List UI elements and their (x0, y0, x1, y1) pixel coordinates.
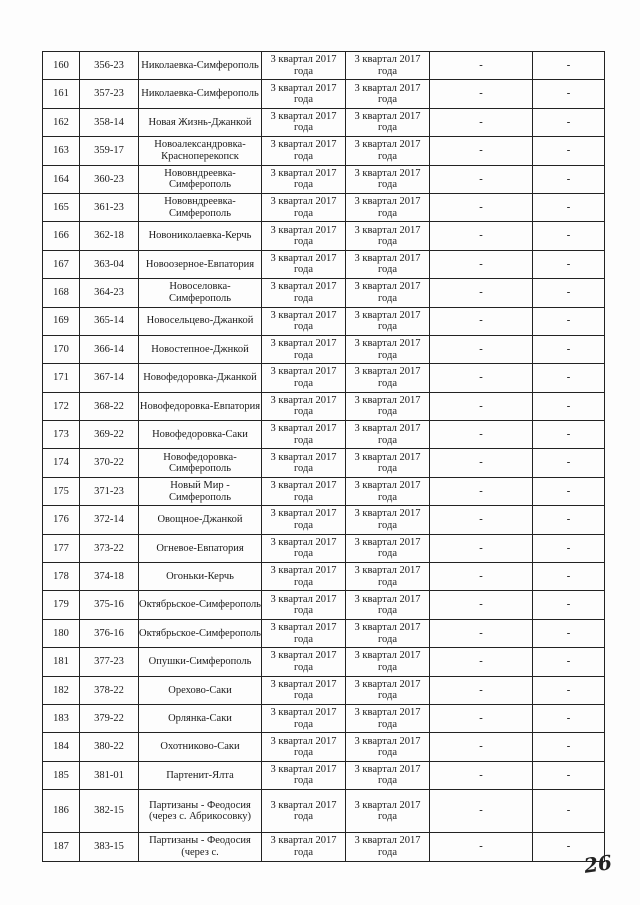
row-number-cell: 170 (43, 335, 80, 363)
route-name-cell: Огоньки-Керчь (139, 563, 262, 591)
route-name-cell: Новоозерное-Евпатория (139, 250, 262, 278)
row-number-cell: 178 (43, 563, 80, 591)
end-period-cell: 3 квартал 2017 года (346, 761, 430, 789)
dash-cell: - (533, 563, 605, 591)
route-name-cell: Новофедоровка-Джанкой (139, 364, 262, 392)
dash-cell: - (533, 761, 605, 789)
dash-cell: - (430, 506, 533, 534)
route-name-cell: Новый Мир - Симферополь (139, 477, 262, 505)
route-name-cell: Нововндреевка-Симферополь (139, 165, 262, 193)
table-row (43, 392, 605, 420)
row-number-cell: 175 (43, 477, 80, 505)
route-name-cell: Новониколаевка-Керчь (139, 222, 262, 250)
end-period-cell: 3 квартал 2017 года (346, 392, 430, 420)
row-number-cell: 161 (43, 80, 80, 108)
row-number-cell: 168 (43, 279, 80, 307)
start-period-cell: 3 квартал 2017 года (262, 52, 346, 80)
end-period-cell: 3 квартал 2017 года (346, 833, 430, 861)
table-row (43, 335, 605, 363)
end-period-cell: 3 квартал 2017 года (346, 279, 430, 307)
dash-cell: - (533, 733, 605, 761)
dash-cell: - (430, 307, 533, 335)
end-period-cell: 3 квартал 2017 года (346, 591, 430, 619)
end-period-cell: 3 квартал 2017 года (346, 222, 430, 250)
end-period-cell: 3 квартал 2017 года (346, 137, 430, 165)
route-code-cell: 382-15 (80, 790, 139, 833)
start-period-cell: 3 квартал 2017 года (262, 449, 346, 477)
start-period-cell: 3 квартал 2017 года (262, 563, 346, 591)
dash-cell: - (533, 364, 605, 392)
dash-cell: - (533, 506, 605, 534)
row-number-cell: 164 (43, 165, 80, 193)
route-name-cell: Новая Жизнь-Джанкой (139, 108, 262, 136)
route-code-cell: 361-23 (80, 193, 139, 221)
row-number-cell: 176 (43, 506, 80, 534)
table-row (43, 279, 605, 307)
row-number-cell: 165 (43, 193, 80, 221)
dash-cell: - (430, 335, 533, 363)
dash-cell: - (430, 619, 533, 647)
dash-cell: - (430, 704, 533, 732)
start-period-cell: 3 квартал 2017 года (262, 307, 346, 335)
start-period-cell: 3 квартал 2017 года (262, 80, 346, 108)
start-period-cell: 3 квартал 2017 года (262, 108, 346, 136)
route-code-cell: 367-14 (80, 364, 139, 392)
dash-cell: - (430, 250, 533, 278)
route-name-cell: Нововндреевка-Симферополь (139, 193, 262, 221)
route-name-cell: Новофедоровка-Саки (139, 421, 262, 449)
route-name-cell: Новоалександровка-Красноперекопск (139, 137, 262, 165)
route-code-cell: 356-23 (80, 52, 139, 80)
route-name-cell: Охотниково-Саки (139, 733, 262, 761)
end-period-cell: 3 квартал 2017 года (346, 676, 430, 704)
dash-cell: - (533, 335, 605, 363)
end-period-cell: 3 квартал 2017 года (346, 165, 430, 193)
dash-cell: - (430, 80, 533, 108)
table-row (43, 222, 605, 250)
dash-cell: - (533, 165, 605, 193)
start-period-cell: 3 квартал 2017 года (262, 648, 346, 676)
row-number-cell: 162 (43, 108, 80, 136)
table-row (43, 108, 605, 136)
start-period-cell: 3 квартал 2017 года (262, 250, 346, 278)
route-name-cell: Николаевка-Симферополь (139, 52, 262, 80)
end-period-cell: 3 квартал 2017 года (346, 704, 430, 732)
route-code-cell: 357-23 (80, 80, 139, 108)
route-name-cell: Партенит-Ялта (139, 761, 262, 789)
route-code-cell: 380-22 (80, 733, 139, 761)
routes-table (42, 51, 605, 862)
route-code-cell: 359-17 (80, 137, 139, 165)
row-number-cell: 180 (43, 619, 80, 647)
dash-cell: - (430, 421, 533, 449)
dash-cell: - (430, 52, 533, 80)
table-row (43, 563, 605, 591)
row-number-cell: 171 (43, 364, 80, 392)
dash-cell: - (430, 761, 533, 789)
start-period-cell: 3 квартал 2017 года (262, 364, 346, 392)
end-period-cell: 3 квартал 2017 года (346, 250, 430, 278)
end-period-cell: 3 квартал 2017 года (346, 364, 430, 392)
start-period-cell: 3 квартал 2017 года (262, 761, 346, 789)
route-code-cell: 368-22 (80, 392, 139, 420)
dash-cell: - (533, 591, 605, 619)
end-period-cell: 3 квартал 2017 года (346, 307, 430, 335)
row-number-cell: 163 (43, 137, 80, 165)
start-period-cell: 3 квартал 2017 года (262, 591, 346, 619)
table-row (43, 193, 605, 221)
end-period-cell: 3 квартал 2017 года (346, 648, 430, 676)
row-number-cell: 172 (43, 392, 80, 420)
route-name-cell: Октябрьское-Симферополь (139, 591, 262, 619)
row-number-cell: 167 (43, 250, 80, 278)
end-period-cell: 3 квартал 2017 года (346, 421, 430, 449)
dash-cell: - (430, 364, 533, 392)
end-period-cell: 3 квартал 2017 года (346, 108, 430, 136)
table-row (43, 364, 605, 392)
row-number-cell: 177 (43, 534, 80, 562)
route-name-cell: Огневое-Евпатория (139, 534, 262, 562)
route-code-cell: 373-22 (80, 534, 139, 562)
dash-cell: - (430, 477, 533, 505)
end-period-cell: 3 квартал 2017 года (346, 733, 430, 761)
table-row (43, 761, 605, 789)
table-row (43, 704, 605, 732)
route-name-cell: Новофедоровка-Евпатория (139, 392, 262, 420)
end-period-cell: 3 квартал 2017 года (346, 193, 430, 221)
end-period-cell: 3 квартал 2017 года (346, 534, 430, 562)
route-code-cell: 383-15 (80, 833, 139, 861)
route-code-cell: 363-04 (80, 250, 139, 278)
route-name-cell: Овощное-Джанкой (139, 506, 262, 534)
dash-cell: - (533, 534, 605, 562)
page-number: 26 (582, 850, 614, 878)
dash-cell: - (430, 108, 533, 136)
dash-cell: - (430, 534, 533, 562)
table-row (43, 733, 605, 761)
table-row (43, 534, 605, 562)
route-code-cell: 369-22 (80, 421, 139, 449)
start-period-cell: 3 квартал 2017 года (262, 165, 346, 193)
route-name-cell: Партизаны - Феодосия (через с. Абрикосовку) (139, 790, 262, 833)
route-code-cell: 364-23 (80, 279, 139, 307)
end-period-cell: 3 квартал 2017 года (346, 790, 430, 833)
row-number-cell: 184 (43, 733, 80, 761)
dash-cell: - (533, 137, 605, 165)
row-number-cell: 186 (43, 790, 80, 833)
start-period-cell: 3 квартал 2017 года (262, 619, 346, 647)
route-name-cell: Новоселовка-Симферополь (139, 279, 262, 307)
dash-cell: - (430, 137, 533, 165)
row-number-cell: 185 (43, 761, 80, 789)
dash-cell: - (430, 449, 533, 477)
table-row (43, 648, 605, 676)
start-period-cell: 3 квартал 2017 года (262, 222, 346, 250)
dash-cell: - (430, 790, 533, 833)
row-number-cell: 174 (43, 449, 80, 477)
route-code-cell: 370-22 (80, 449, 139, 477)
route-code-cell: 375-16 (80, 591, 139, 619)
end-period-cell: 3 квартал 2017 года (346, 506, 430, 534)
start-period-cell: 3 квартал 2017 года (262, 534, 346, 562)
route-code-cell: 362-18 (80, 222, 139, 250)
row-number-cell: 179 (43, 591, 80, 619)
start-period-cell: 3 квартал 2017 года (262, 704, 346, 732)
dash-cell: - (533, 279, 605, 307)
row-number-cell: 181 (43, 648, 80, 676)
route-code-cell: 381-01 (80, 761, 139, 789)
route-code-cell: 360-23 (80, 165, 139, 193)
dash-cell: - (533, 307, 605, 335)
dash-cell: - (533, 790, 605, 833)
dash-cell: - (430, 392, 533, 420)
dash-cell: - (430, 833, 533, 861)
dash-cell: - (533, 449, 605, 477)
route-name-cell: Новофедоровка-Симферополь (139, 449, 262, 477)
table-row (43, 449, 605, 477)
route-name-cell: Новосельцево-Джанкой (139, 307, 262, 335)
table-row (43, 676, 605, 704)
route-code-cell: 371-23 (80, 477, 139, 505)
dash-cell: - (533, 222, 605, 250)
start-period-cell: 3 квартал 2017 года (262, 506, 346, 534)
start-period-cell: 3 квартал 2017 года (262, 392, 346, 420)
route-name-cell: Орехово-Саки (139, 676, 262, 704)
route-code-cell: 372-14 (80, 506, 139, 534)
route-code-cell: 374-18 (80, 563, 139, 591)
dash-cell: - (533, 392, 605, 420)
end-period-cell: 3 квартал 2017 года (346, 449, 430, 477)
start-period-cell: 3 квартал 2017 года (262, 833, 346, 861)
table-row (43, 619, 605, 647)
end-period-cell: 3 квартал 2017 года (346, 335, 430, 363)
dash-cell: - (533, 80, 605, 108)
table-row (43, 80, 605, 108)
dash-cell: - (430, 165, 533, 193)
start-period-cell: 3 квартал 2017 года (262, 477, 346, 505)
dash-cell: - (430, 733, 533, 761)
dash-cell: - (533, 648, 605, 676)
dash-cell: - (533, 704, 605, 732)
dash-cell: - (533, 676, 605, 704)
row-number-cell: 183 (43, 704, 80, 732)
route-code-cell: 379-22 (80, 704, 139, 732)
route-name-cell: Партизаны - Феодосия (через с. (139, 833, 262, 861)
route-code-cell: 366-14 (80, 335, 139, 363)
dash-cell: - (430, 591, 533, 619)
start-period-cell: 3 квартал 2017 года (262, 193, 346, 221)
dash-cell: - (533, 421, 605, 449)
table-row (43, 421, 605, 449)
start-period-cell: 3 квартал 2017 года (262, 676, 346, 704)
row-number-cell: 182 (43, 676, 80, 704)
table-row (43, 790, 605, 833)
table-row (43, 307, 605, 335)
start-period-cell: 3 квартал 2017 года (262, 790, 346, 833)
end-period-cell: 3 квартал 2017 года (346, 52, 430, 80)
route-code-cell: 376-16 (80, 619, 139, 647)
table-row (43, 477, 605, 505)
row-number-cell: 173 (43, 421, 80, 449)
dash-cell: - (533, 833, 605, 861)
dash-cell: - (430, 279, 533, 307)
end-period-cell: 3 квартал 2017 года (346, 619, 430, 647)
table-row (43, 833, 605, 861)
row-number-cell: 187 (43, 833, 80, 861)
table-row (43, 137, 605, 165)
start-period-cell: 3 квартал 2017 года (262, 335, 346, 363)
route-name-cell: Николаевка-Симферополь (139, 80, 262, 108)
start-period-cell: 3 квартал 2017 года (262, 137, 346, 165)
start-period-cell: 3 квартал 2017 года (262, 733, 346, 761)
table-row (43, 52, 605, 80)
table-row (43, 165, 605, 193)
dash-cell: - (533, 52, 605, 80)
start-period-cell: 3 квартал 2017 года (262, 421, 346, 449)
route-name-cell: Новостепное-Джнкой (139, 335, 262, 363)
route-name-cell: Орлянка-Саки (139, 704, 262, 732)
dash-cell: - (430, 676, 533, 704)
route-name-cell: Октябрьское-Симферополь (139, 619, 262, 647)
row-number-cell: 160 (43, 52, 80, 80)
table-row (43, 506, 605, 534)
row-number-cell: 169 (43, 307, 80, 335)
dash-cell: - (430, 222, 533, 250)
dash-cell: - (533, 619, 605, 647)
dash-cell: - (430, 648, 533, 676)
dash-cell: - (533, 477, 605, 505)
route-code-cell: 378-22 (80, 676, 139, 704)
end-period-cell: 3 квартал 2017 года (346, 563, 430, 591)
row-number-cell: 166 (43, 222, 80, 250)
route-code-cell: 377-23 (80, 648, 139, 676)
routes-table-body (43, 52, 605, 862)
start-period-cell: 3 квартал 2017 года (262, 279, 346, 307)
dash-cell: - (430, 563, 533, 591)
dash-cell: - (430, 193, 533, 221)
table-row (43, 591, 605, 619)
dash-cell: - (533, 193, 605, 221)
route-code-cell: 358-14 (80, 108, 139, 136)
end-period-cell: 3 квартал 2017 года (346, 80, 430, 108)
dash-cell: - (533, 108, 605, 136)
route-name-cell: Опушки-Симферополь (139, 648, 262, 676)
table-row (43, 250, 605, 278)
route-code-cell: 365-14 (80, 307, 139, 335)
dash-cell: - (533, 250, 605, 278)
end-period-cell: 3 квартал 2017 года (346, 477, 430, 505)
